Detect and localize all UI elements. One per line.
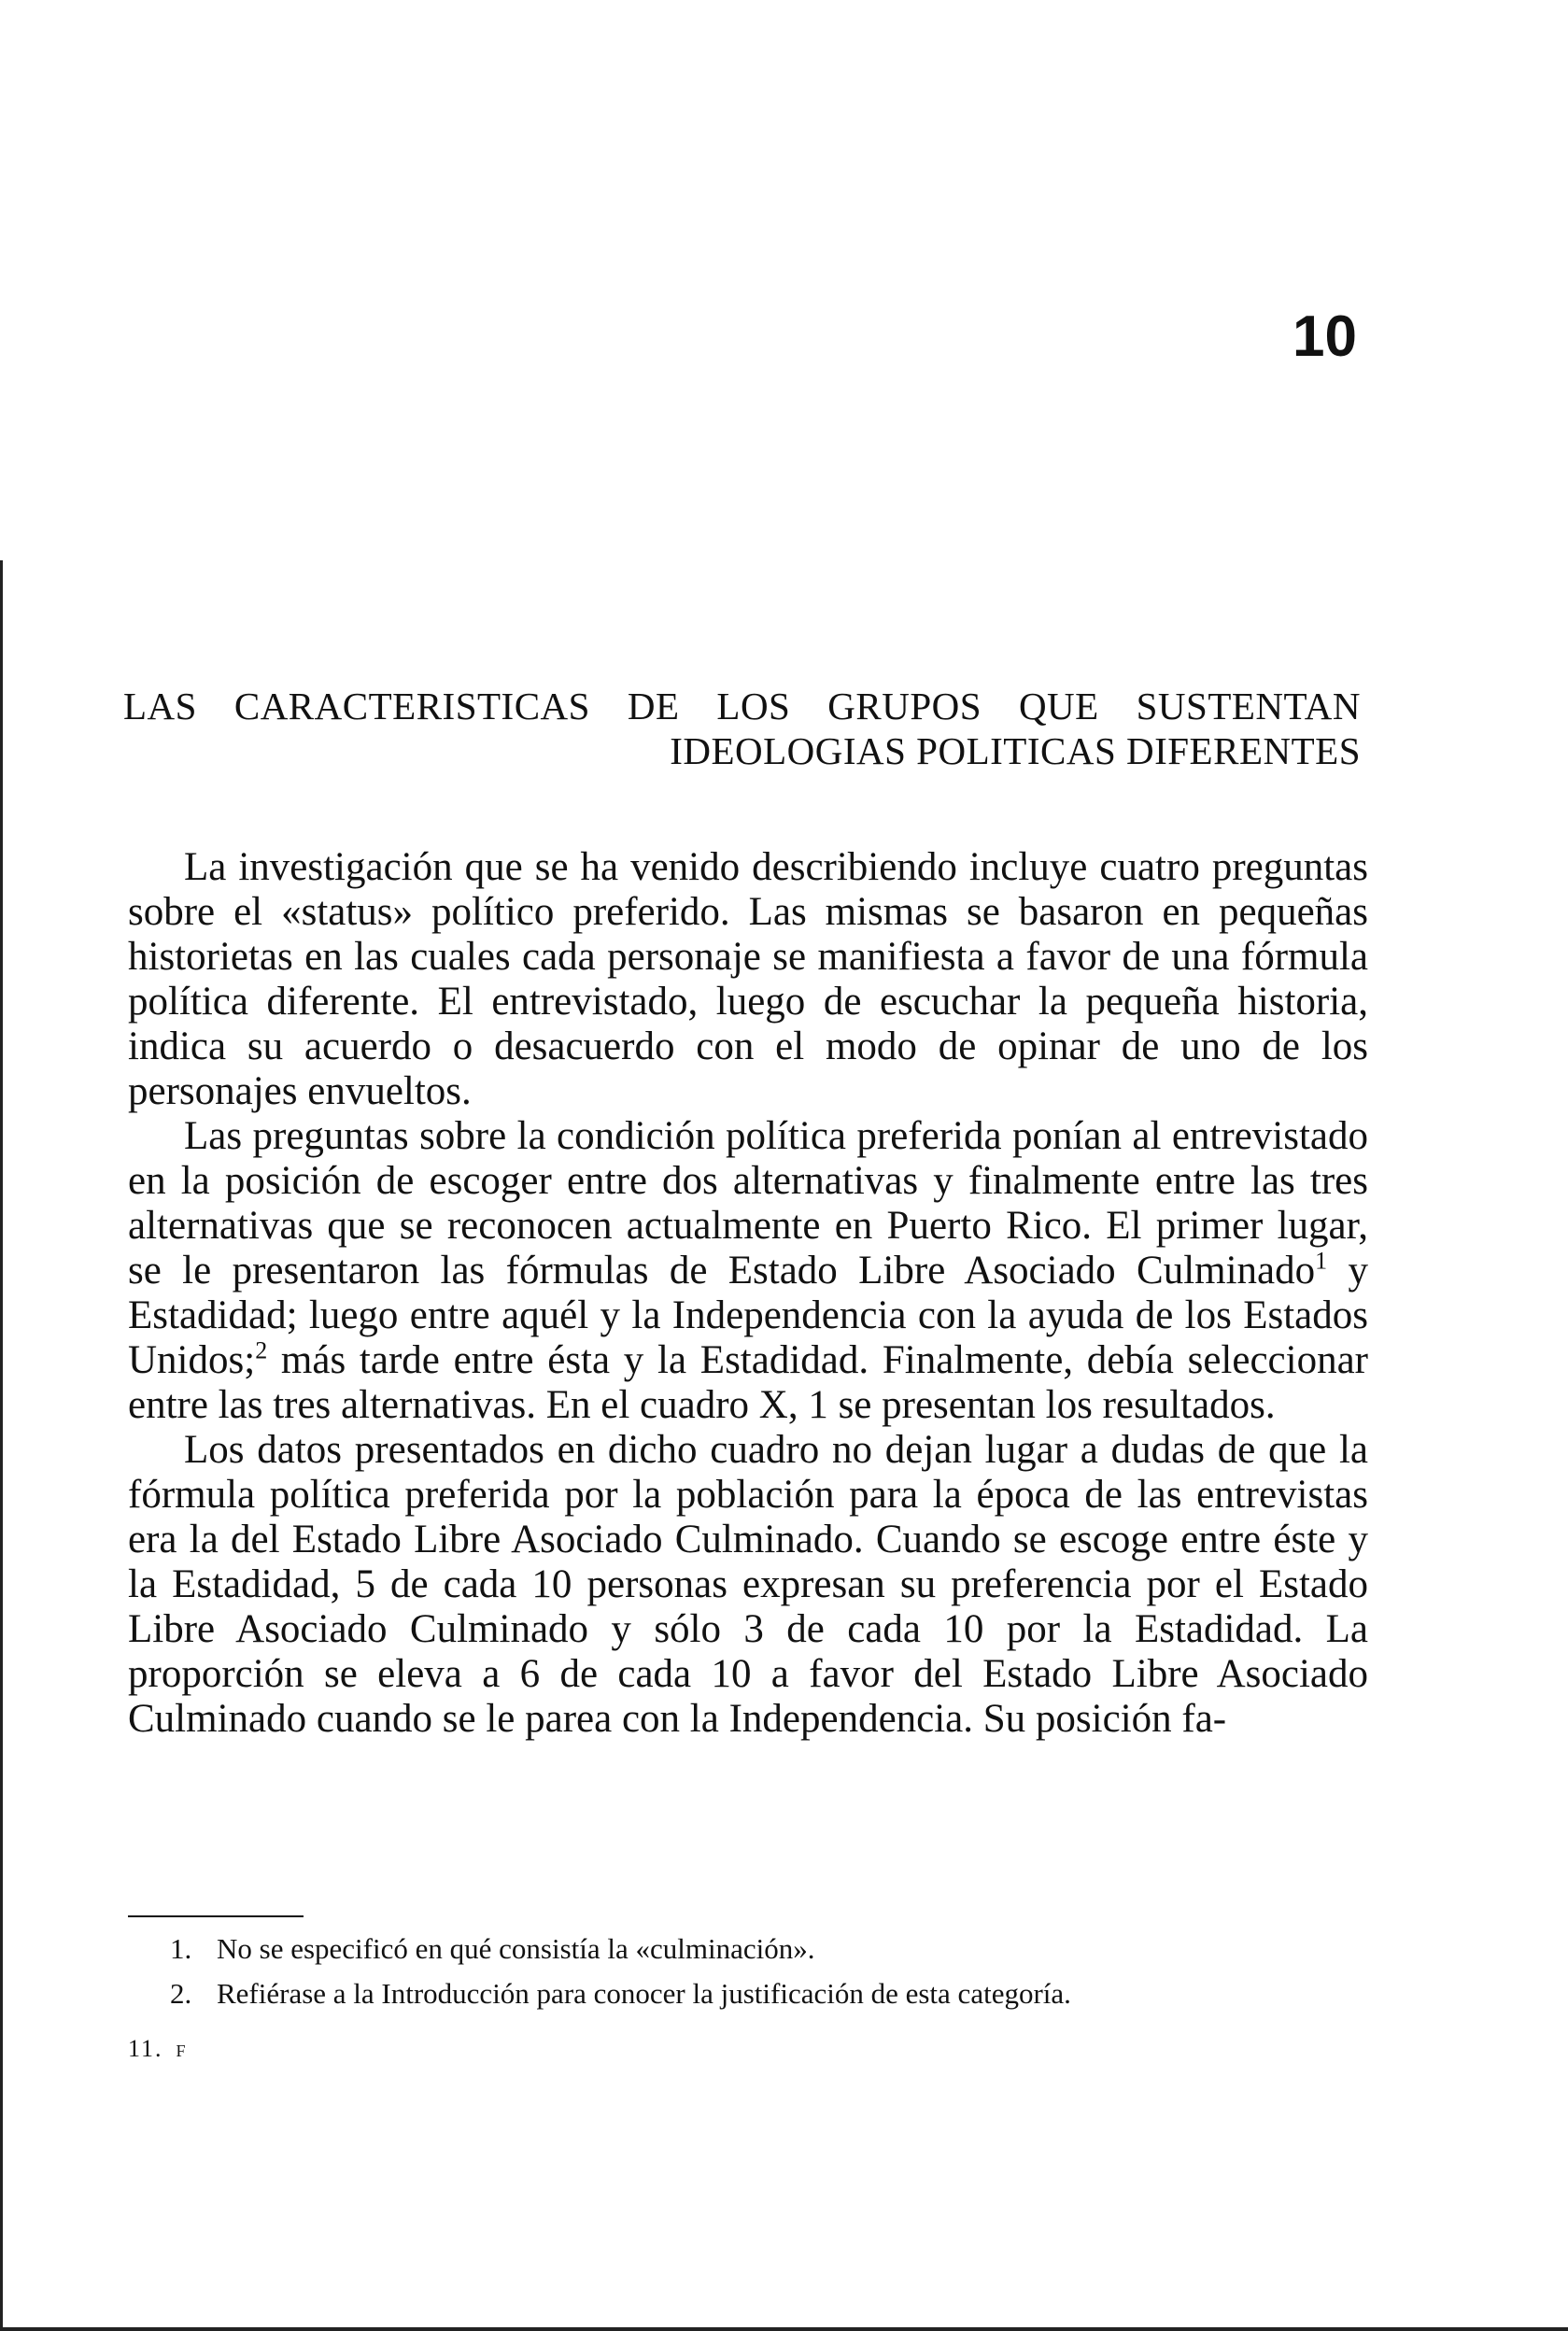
paragraph-2-text-a: Las preguntas sobre la condición política preferida ponían al entrevistado en la posición de escoger entre dos alternativas y finalmente entre las tres alternativas que se reconocen actualmente en Puerto Rico. El primer lugar, se le presentaron las fórmulas de Estado Libre Asociado Culminado [128,1114,1368,1293]
footnotes [170,1927,1375,2016]
signature-number: 11. [128,2035,163,2062]
page-frame-bottom-edge [0,2327,1568,2331]
paragraph-2-text-c: más tarde entre ésta y la Estadidad. Finalmente, debía seleccionar entre las tres alternativas. En el cuadro X, 1 se presentan los resultados. [128,1338,1368,1427]
chapter-title-line-1: LAS CARACTERISTICAS DE LOS GRUPOS QUE SUSTENTAN [123,685,1361,728]
footnote-number: 1. [170,1932,192,1965]
chapter-title [123,684,1361,773]
footnote-text: No se especificó en qué consistía la «culminación». [217,1932,815,1965]
footnote-reference-1: 1 [1315,1247,1328,1275]
footnote-separator [128,1915,304,1917]
paragraph-2-text-b: y Estadidad; luego entre aquél y la Independencia con la ayuda de los Estados Unidos; [128,1249,1368,1382]
footnote-reference-2: 2 [255,1336,268,1364]
paragraph-2 [128,1114,1368,1428]
footnote-1 [170,1927,1375,1971]
chapter-title-line-2: IDEOLOGIAS POLITICAS DIFERENTES [670,729,1361,772]
page-frame-left-edge [0,560,3,2331]
chapter-number: 10 [1293,304,1357,369]
body-text [128,845,1368,1742]
footnote-number: 2. [170,1977,192,2010]
signature-letter: F [176,2041,188,2060]
paragraph-1: La investigación que se ha venido describiendo incluye cuatro preguntas sobre el «status» político preferido. Las mismas se basaron en pequeñas historietas en las cuales cada personaje se manifiesta a favor de una fórmula política diferente. El entrevistado, luego de escuchar la pequeña historia, indica su acuerdo o desacuerdo con el modo de opinar de uno de los personajes envueltos. [128,845,1368,1113]
paragraph-3: Los datos presentados en dicho cuadro no dejan lugar a dudas de que la fórmula política preferida por la población para la época de las entrevistas era la del Estado Libre Asociado Culminado. Cuando se escoge entre éste y la Estadidad, 5 de cada 10 personas expresan su preferencia por el Estado Libre Asociado Culminado y sólo 3 de cada 10 por la Estadidad. La proporción se eleva a 6 de cada 10 a favor del Estado Libre Asociado Culminado cuando se le parea con la Independencia. Su posición fa- [128,1428,1368,1741]
footnote-2 [170,1971,1375,2016]
printer-signature [128,2034,188,2066]
footnote-text: Refiérase a la Introducción para conocer la justificación de esta categoría. [217,1977,1071,2010]
